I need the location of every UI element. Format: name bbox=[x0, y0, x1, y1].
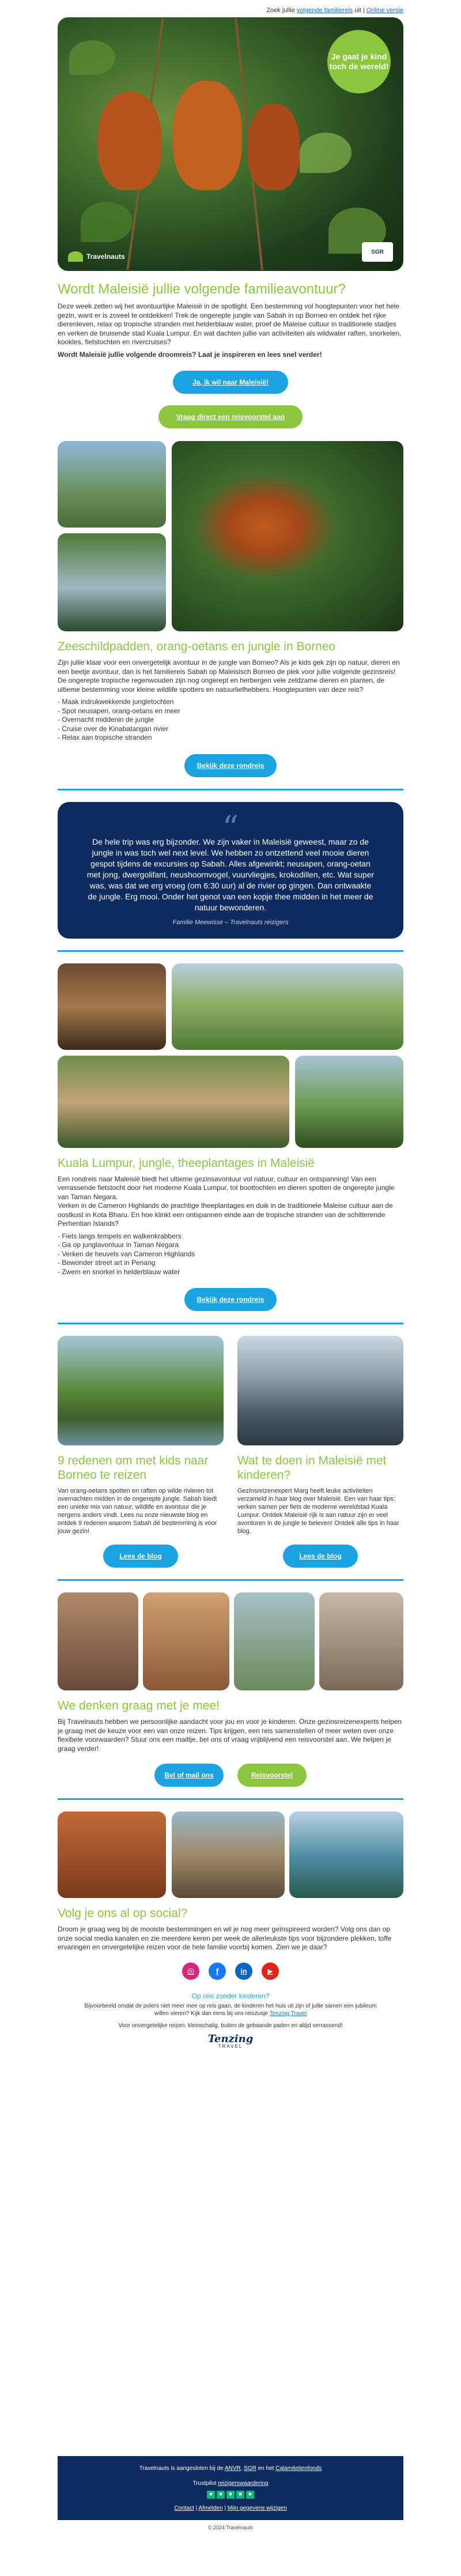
blog-maleisie-title: Wat te doen in Maleisië met kinderen? bbox=[237, 1454, 387, 1482]
photo-boy-boat bbox=[58, 1056, 289, 1148]
tenzing-text: Bijvoorbeeld omdat de polers niet meer mee op reis gaan, de kinderen het huis uit zijn of jullie samen een jubileum willen vieren? Kijk dan eens bij ons reiszusje bbox=[84, 2002, 377, 2017]
blog-borneo-title: 9 redenen om met kids naar Borneo te reizen bbox=[58, 1454, 209, 1482]
testimonial-quote bbox=[58, 802, 403, 939]
online-version-link[interactable]: Online versie bbox=[366, 7, 403, 14]
trustpilot-label: Trustpilot bbox=[192, 2480, 217, 2487]
photo-family-hike bbox=[295, 1056, 403, 1148]
section1-body: Zijn jullie klaar voor een onvergetelijk avontuur in de jungle van Borneo? Als je kids gek zijn op natuur, dieren en een beetje avontuur, dan is het familiereis Sabah op Maleisisch Borneo de plek voor jullie volgende gezinsreis! De ongerepte tropische regenwouden zijn nog ongerept en herbergen vele zeldzame dieren en planten, de ultieme bestemming voor kleine wildlife spotters en natuurliefhebbers. Hoogtepunten van deze reis? bbox=[58, 658, 400, 694]
photo-glass-floor bbox=[237, 1336, 403, 1445]
youtube-icon[interactable]: ▶ bbox=[262, 1963, 279, 1980]
contact-reisvoorstel-button[interactable]: Reisvoorstel bbox=[237, 1764, 307, 1787]
topbar-separator: uit | bbox=[354, 7, 365, 14]
section1-rondreis-button[interactable]: Bekijk deze rondreis bbox=[184, 754, 277, 777]
section2-rondreis-button[interactable]: Bekijk deze rondreis bbox=[184, 1288, 277, 1311]
section2-bullets: - Fiets langs tempels en walkenkrabbers - Ga op junglavontuur in Taman Negara - Verken de heuvels van Cameron Highlands - Bewonder street art in Penang - Zwem en snorkel in helderblauw water bbox=[58, 1231, 195, 1276]
blog-columns bbox=[58, 1336, 403, 1568]
blog-borneo-body: Van orang-oetans spotten en raften op wilde rivieren tot overnachten midden in de ongerepte jungle. Sabah biedt een unieke mix van natuur, wildlife en avontuur die je nergens anders vindt. Lees nu onze nieuwste blog en ontdek 9 redenen waarom Sabah dé bestemming is voor jouw gezin! bbox=[58, 1487, 217, 1535]
section2-body: Een rondreis naar Maleisië biedt het ultieme gezinsavontuur vol natuur, cultuur en ontspanning! Van een verrassende fietstocht door het moderne Kuala Lumpur, tot boottochten en dieren spotten de ongerepte jungle van Taman Negara. Verken in de Cameron Highlands de prachtige theeplantages en duik in de traditionele Maleise cultuur aan de oostkust in Kota Bharu. En hoe klinkt een ontspannen einde aan de tropische stranden van de schitterende Perhentian Islands? bbox=[58, 1174, 395, 1227]
reisvoorstel-button[interactable]: Vraag direct een reisvoorstel aan bbox=[158, 405, 303, 428]
quote-icon: “ bbox=[222, 809, 239, 847]
divider bbox=[58, 950, 403, 952]
trustpilot-link[interactable]: reizigerswaardering bbox=[218, 2480, 269, 2487]
photo-team-portrait bbox=[319, 1592, 403, 1690]
blog-maleisie-body: Gezinsreizenexpert Marg heeft leuke activiteiten verzameld in haar blog over Maleisië. Een van haar tips: verken samen per fiets de moderne wereldstad Kuala Lumpur. Ontdek Maleisië rijk is aan natuur zijn er veel avonturen in de jungle te beleven! Ontdek alle tips in haar blog. bbox=[237, 1487, 399, 1535]
top-bar bbox=[58, 0, 403, 17]
photo-tea-plantation bbox=[172, 963, 403, 1050]
facebook-icon[interactable]: f bbox=[209, 1963, 226, 1980]
divider bbox=[58, 789, 403, 790]
team-photo-strip bbox=[58, 1592, 403, 1690]
travelnauts-logo: Travelnauts bbox=[68, 251, 125, 262]
quote-text: De hele trip was erg bijzonder. We zijn vaker in Maleisië geweest, maar zo de jungle in was toch wel next level. We hebben zo ontzettend veel mooie dieren gespot tijdens de excursies op Sabah. Alles afgewinkt; neusapen, orang-oetan met jong, dwergolifant, neushoornvogel, vuurvliegjes, krokodillen, etc. Wat super was, was dat we erg vroeg (om 6:30 uur) al de rivier op gingen. Dan ontwaakte de jungle. Erg mooi. Onder het genot van een kopje thee midden in het meer de natuur bewonderen. bbox=[86, 837, 375, 912]
bel-mail-button[interactable]: Bel of mail ons bbox=[154, 1764, 224, 1787]
footer-band: Travelnauts is aangesloten bij de ANVR, SGR en het Calamiteitenfonds Trustpilot reizigerswaardering ★ ★ ★ ★ ★ Contact | Afmelden | Mijn gegevens wijzigen bbox=[58, 2456, 403, 2520]
divider bbox=[58, 1798, 403, 1800]
photo-team-scooter bbox=[58, 1592, 138, 1690]
divider bbox=[58, 1323, 403, 1324]
section2-title: Kuala Lumpur, jungle, theeplantages in Maleisië bbox=[58, 1156, 315, 1170]
photo-mountain-lake bbox=[289, 1812, 403, 1898]
tenzing-logo[interactable]: Tenzing TRAVEL bbox=[207, 2032, 254, 2049]
tenzing-tagline: Voor onvergetelijke reizen: kleinschalig, buiten de gebaande paden en altijd verrassend! bbox=[118, 2022, 343, 2029]
photo-team-market bbox=[143, 1592, 229, 1690]
calamiteitenfonds-link[interactable]: Calamiteitenfonds bbox=[275, 2465, 322, 2472]
social-icons bbox=[58, 1963, 403, 1980]
footer bbox=[0, 2456, 461, 2576]
sgr-seal: SGR bbox=[362, 242, 393, 262]
gegevens-link[interactable]: Mijn gegevens wijzigen bbox=[227, 2505, 287, 2511]
photo-hikers bbox=[172, 1812, 285, 1898]
contact-link[interactable]: Contact bbox=[174, 2505, 194, 2511]
photo-borneo-lodge bbox=[58, 1336, 224, 1445]
blog-borneo bbox=[58, 1336, 224, 1568]
copyright: © 2024 Travelnauts bbox=[207, 2525, 254, 2530]
blog-maleisie bbox=[237, 1336, 403, 1568]
familiereis-link[interactable]: volgende familiereis bbox=[296, 7, 353, 14]
blog-maleisie-button[interactable]: Lees de blog bbox=[283, 1545, 358, 1568]
blog-borneo-button[interactable]: Lees de blog bbox=[103, 1545, 178, 1568]
hero-badge: Je gaat je kind toch de wereld! bbox=[327, 30, 391, 93]
social-title: Volg je ons al op social? bbox=[58, 1907, 188, 1920]
linkedin-icon[interactable]: in bbox=[235, 1963, 252, 1980]
social-photo-strip bbox=[58, 1812, 403, 1898]
intro-title: Wordt Maleisië jullie volgende familieavontuur? bbox=[58, 281, 346, 297]
contact-title: We denken graag met je mee! bbox=[58, 1699, 220, 1712]
afmelden-link[interactable]: Afmelden bbox=[198, 2505, 223, 2511]
borneo-photo-grid bbox=[58, 441, 403, 631]
intro-bold: Wordt Maleisië jullie volgende droomreis? Laat je inspireren en lees snel verder! bbox=[58, 350, 322, 359]
tenzing-block bbox=[58, 1993, 403, 2050]
tenzing-link[interactable]: Tenzing Travel bbox=[269, 2010, 307, 2017]
photo-kids-cave bbox=[58, 963, 166, 1050]
anvr-link[interactable]: ANVR bbox=[224, 2465, 241, 2472]
photo-canyon bbox=[58, 1812, 166, 1898]
instagram-icon[interactable]: ◎ bbox=[182, 1963, 199, 1980]
photo-team-selfie bbox=[234, 1592, 315, 1690]
maleisie-button[interactable]: Ja, ik wil naar Maleisië! bbox=[173, 371, 288, 394]
photo-rafting bbox=[58, 533, 166, 631]
photo-family-river bbox=[58, 441, 166, 528]
divider bbox=[58, 1579, 403, 1581]
section1-bullets: - Maak indrukwekkende jungletochten - Spot neusapen, orang-oetans en meer - Overnacht middenin de jungle - Cruise over de Kinabatangan rivier - Relax aan tropische stranden bbox=[58, 698, 180, 741]
contact-body: Bij Travelnauts hebben we persoonlijke aandacht voor jou en voor je kinderen. Onze gezinsreizenexperts helpen je graag met de keuze voor een van onze reizen. Tips krijgen, een reis samenstellen of meer weten over onze flexibele voorwaarden? Stuur ons een mailtje, bel ons of vraag vrijblijvend een reisvoorstel aan. We helpen je graag verder! bbox=[58, 1718, 402, 1753]
section1-title: Zeeschildpadden, orang-oetans en jungle in Borneo bbox=[58, 640, 336, 653]
tenzing-question: Op reis zonder kinderen? bbox=[191, 1991, 270, 2000]
hero-image[interactable] bbox=[58, 17, 403, 271]
social-body: Droom je graag weg bij de mooiste bestemmingen en wil je nog meer geïnspireerd worden? Volg ons dan op onze social media kanalen en zie meerdere keren per week de allerleukste tips voor bijzondere plekken, toffe ervaringen en onvergetelijke reizen voor de hele familie voorbij komen. Zien we je daar? bbox=[58, 1925, 392, 1951]
trustpilot-stars: ★ ★ ★ ★ ★ bbox=[207, 2491, 254, 2499]
intro-body: Deze week zetten wij het avontuurlijke Maleisië in de spotlight. Een bestemming vol hoogtepunten voor het hele gezin, want er is zoveel te ontdekken! Trek de ongerepte jungle van Sabah in op Borneo en ontdek het rijke dierenleven, relax op tropische stranden met helderblauw water, proef de Maleise cultuur in traditionele stadjes en verken de bruisende stad Kuala Lumpur. En wat dachten jullie van activiteiten als wildwater raften, snorkelen, kookles, fietstochten en rivercruises? bbox=[58, 302, 402, 346]
quote-author: Familie Meewisse – Travelnauts reizigers bbox=[172, 918, 289, 926]
sgr-link[interactable]: SGR bbox=[244, 2465, 256, 2472]
maleisie-photo-grid bbox=[58, 963, 403, 1148]
topbar-text: Zoek jullie bbox=[266, 7, 295, 14]
photo-orangutan bbox=[172, 441, 403, 631]
